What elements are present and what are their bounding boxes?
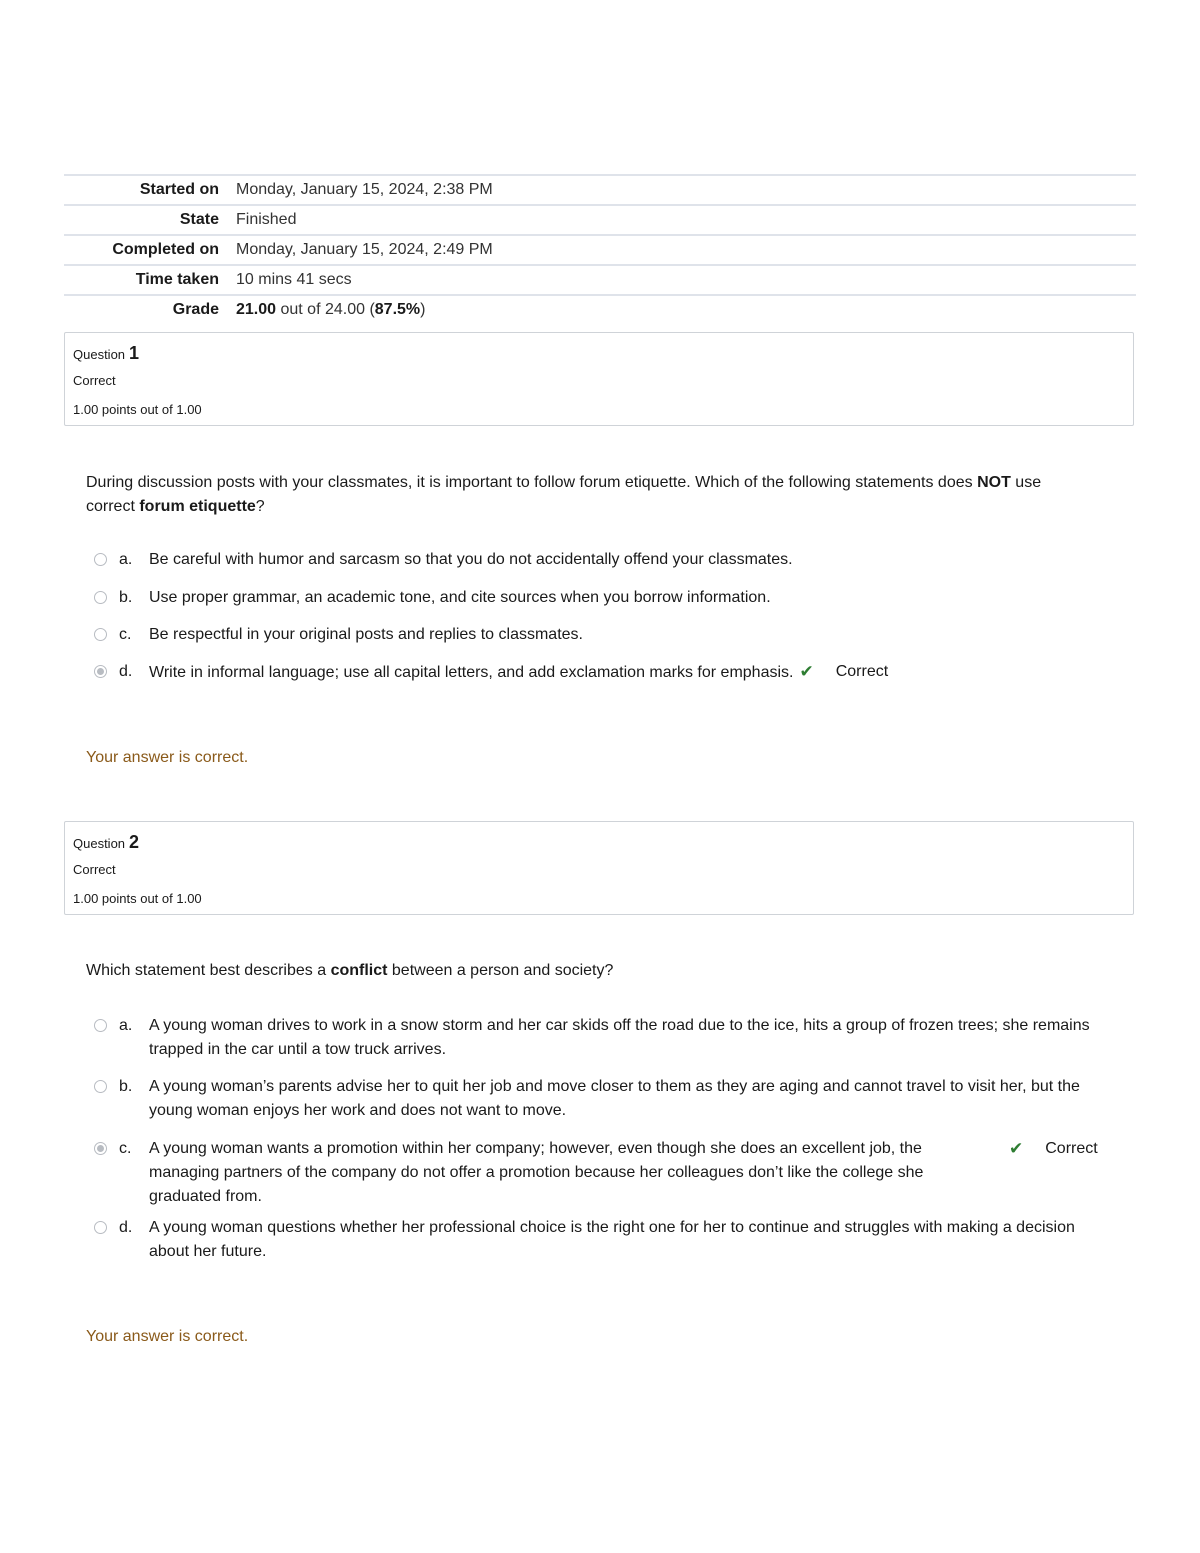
answer-letter: a. <box>119 551 133 568</box>
summary-value: Monday, January 15, 2024, 2:49 PM <box>236 241 493 258</box>
grade-close: ) <box>420 301 426 318</box>
grade-value <box>236 301 425 319</box>
answer-letter: d. <box>119 663 133 680</box>
answer-option[interactable] <box>94 548 1124 572</box>
answer-option[interactable] <box>94 1014 1124 1062</box>
question-prefix: Question <box>73 347 126 362</box>
question-title <box>73 343 139 364</box>
qtext-part: During discussion posts with your classmates, it is important to follow forum etiquette. Which of the following statements does <box>86 474 978 491</box>
radio-button[interactable] <box>94 1019 107 1032</box>
summary-label: Started on <box>139 181 219 198</box>
answer-text: Be careful with humor and sarcasm so that you do not accidentally offend your classmates. <box>149 551 793 568</box>
answer-option[interactable] <box>94 1216 1124 1264</box>
question-number: 2 <box>129 832 140 852</box>
question-state: Correct <box>73 862 116 877</box>
answer-option-selected[interactable] <box>94 660 1124 685</box>
summary-value: 10 mins 41 secs <box>236 271 352 288</box>
attempt-summary <box>64 174 1136 324</box>
qtext-emphasis: conflict <box>330 962 388 979</box>
answer-text-content: Write in informal language; use all capital letters, and add exclamation marks for emphasis. <box>149 664 794 681</box>
answer-feedback: Your answer is correct. <box>86 749 249 766</box>
correct-label: Correct <box>835 663 889 680</box>
summary-label: Completed on <box>112 241 219 258</box>
question-state: Correct <box>73 373 116 388</box>
radio-button[interactable] <box>94 591 107 604</box>
summary-row-completed <box>64 234 1136 264</box>
summary-row-state <box>64 204 1136 234</box>
qtext-part: use correct <box>86 474 1042 515</box>
qtext-part: Which statement best describes a <box>86 962 331 979</box>
qtext-part: ? <box>255 498 265 515</box>
question-2-info <box>64 821 1134 915</box>
radio-button[interactable] <box>94 1080 107 1093</box>
question-prefix: Question <box>73 836 126 851</box>
question-points: 1.00 points out of 1.00 <box>73 402 202 417</box>
answer-option-selected[interactable] <box>94 1137 1124 1209</box>
qtext-emphasis: forum etiquette <box>139 498 256 515</box>
checkmark-icon: ✔ <box>799 662 814 681</box>
answer-feedback: Your answer is correct. <box>86 1328 249 1345</box>
correct-label: Correct <box>1045 1140 1098 1157</box>
correct-mark <box>799 660 888 684</box>
answer-option[interactable] <box>94 1075 1124 1123</box>
question-title <box>73 832 139 853</box>
answer-letter: b. <box>119 1078 133 1095</box>
radio-button[interactable] <box>94 628 107 641</box>
grade-rest: out of 24.00 ( <box>276 301 375 318</box>
radio-button-selected[interactable] <box>94 665 107 678</box>
qtext-emphasis: NOT <box>977 474 1011 491</box>
question-points: 1.00 points out of 1.00 <box>73 891 202 906</box>
answer-letter: a. <box>119 1017 133 1034</box>
grade-score: 21.00 <box>236 301 277 318</box>
answer-text: A young woman questions whether her professional choice is the right one for her to continue and struggles with making a decision about her future. <box>149 1219 1075 1260</box>
summary-label: Grade <box>172 301 219 318</box>
summary-row-grade <box>64 294 1136 324</box>
summary-row-started <box>64 174 1136 204</box>
summary-value: Finished <box>236 211 297 228</box>
question-1-info <box>64 332 1134 426</box>
answer-text <box>149 660 888 685</box>
answer-text: A young woman wants a promotion within her company; however, even though she does an excellent job, the managing partners of the company do not offer a promotion because her colleagues don’t like the college she graduated from. <box>149 1140 924 1205</box>
correct-mark <box>1009 1137 1098 1161</box>
answer-letter: c. <box>119 1140 132 1157</box>
radio-button-selected[interactable] <box>94 1142 107 1155</box>
answer-letter: b. <box>119 589 133 606</box>
answer-letter: d. <box>119 1219 133 1236</box>
summary-value: Monday, January 15, 2024, 2:38 PM <box>236 181 493 198</box>
question-number: 1 <box>129 343 140 363</box>
summary-label: Time taken <box>135 271 219 288</box>
answer-option[interactable] <box>94 623 1124 647</box>
answer-text: Use proper grammar, an academic tone, and cite sources when you borrow information. <box>149 589 771 606</box>
radio-button[interactable] <box>94 1221 107 1234</box>
qtext-part: between a person and society? <box>387 962 614 979</box>
answer-text: Be respectful in your original posts and replies to classmates. <box>149 626 583 643</box>
question-1-text <box>86 471 1086 519</box>
answer-option[interactable] <box>94 586 1124 610</box>
summary-row-time-taken <box>64 264 1136 294</box>
radio-button[interactable] <box>94 553 107 566</box>
answer-letter: c. <box>119 626 132 643</box>
question-2-text <box>86 959 1086 983</box>
answer-text: A young woman drives to work in a snow storm and her car skids off the road due to the ice, hits a group of frozen trees; she remains trapped in the car until a tow truck arrives. <box>149 1017 1090 1058</box>
answer-text: A young woman’s parents advise her to quit her job and move closer to them as they are aging and cannot travel to visit her, but the young woman enjoys her work and does not want to move. <box>149 1078 1080 1119</box>
grade-percent: 87.5% <box>374 301 421 318</box>
summary-label: State <box>179 211 219 228</box>
checkmark-icon: ✔ <box>1009 1139 1024 1158</box>
